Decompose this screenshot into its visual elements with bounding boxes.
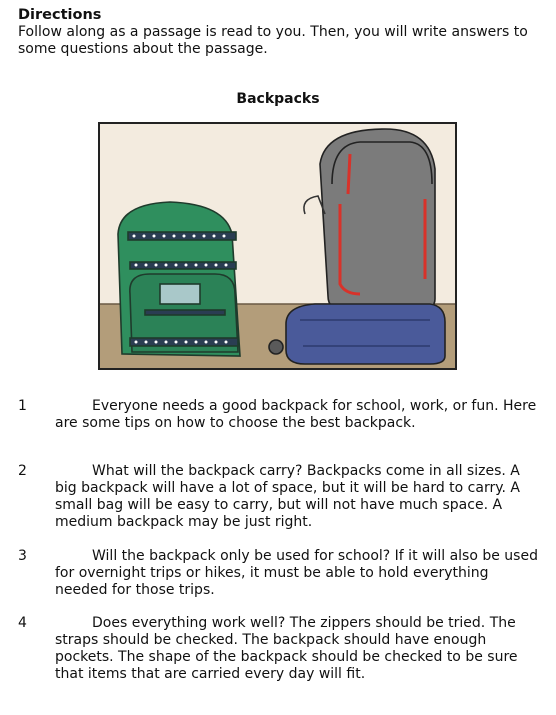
directions-block — [18, 6, 548, 58]
paragraph-number: 3 — [18, 548, 27, 564]
paragraph-3 — [18, 548, 538, 599]
directions-heading: Directions — [18, 7, 102, 23]
paragraph-text: Everyone needs a good backpack for school, work, or fun. Here are some tips on how to choose the best backpack. — [55, 398, 537, 431]
passage-title: Backpacks — [236, 91, 320, 107]
paragraph-text: Will the backpack only be used for school? If it will also be used for overnight trips or hikes, it must be able to hold everything needed for those trips. — [55, 548, 538, 598]
paragraph-2 — [18, 463, 538, 531]
paragraph-text: What will the backpack carry? Backpacks come in all sizes. A big backpack will have a lot of space, but it will be hard to carry. A small bag will be easy to carry, but will not have much space. A medium backpack may be just right. — [55, 463, 520, 530]
paragraph-text: Does everything work well? The zippers should be tried. The straps should be checked. The backpack should have enough pockets. The shape of the backpack should be checked to be sure that items that are carried every day will fit. — [55, 615, 518, 682]
backpacks-illustration — [98, 122, 457, 370]
paragraph-number: 1 — [18, 398, 27, 414]
directions-text: Follow along as a passage is read to you. Then, you will write answers to some questions about the passage. — [18, 24, 528, 57]
paragraph-4 — [18, 615, 538, 683]
green-backpack-icon — [118, 202, 240, 356]
paragraph-1 — [18, 398, 538, 432]
paragraph-number: 4 — [18, 615, 27, 631]
paragraph-number: 2 — [18, 463, 27, 479]
